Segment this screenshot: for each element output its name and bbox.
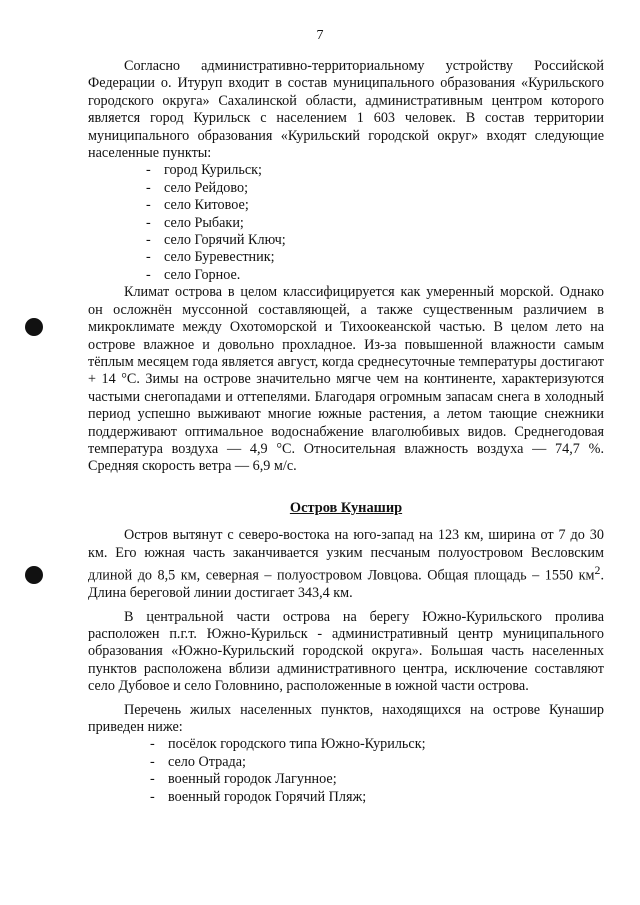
geography-text-end: . Длина береговой линии достигает 343,4 км. <box>88 567 604 602</box>
paragraph-admin-center: В центральной части острова на берегу Южно-Курильского пролива расположен п.г.т. Южно-Курильск - административный центр муниципального образования «Южно-Курильский городской округа». Большая часть населенных пунктов расположена вблизи административного центра, исключение составляют село Дубовое и село Головнино, расположенные в южной части острова. <box>88 608 604 695</box>
list-item: - село Отрада; <box>150 754 604 771</box>
list-item: - военный городок Горячий Пляж; <box>150 789 604 806</box>
list-item: - село Буревестник; <box>146 249 604 266</box>
settlement-list-kunashir <box>88 736 604 806</box>
list-item: - село Горное. <box>146 267 604 284</box>
list-item: - город Курильск; <box>146 162 604 179</box>
punch-hole-top <box>25 318 43 336</box>
paragraph-list-intro: Перечень жилых населенных пунктов, находящихся на острове Кунашир приведен ниже: <box>88 701 604 735</box>
list-item: - село Рейдово; <box>146 180 604 197</box>
paragraph-geography <box>88 527 604 602</box>
list-item: - военный городок Лагунное; <box>150 771 604 788</box>
paragraph-climate: Климат острова в целом классифицируется как умеренный морской. Однако он осложнён муссонной составляющей, а также существенным различием в микроклимате между Охотоморской и Тихоокеанской частью. В целом лето на острове влажное и довольно прохладное. Из-за повышенной влажности самым тёплым месяцем года является август, когда среднесуточные температуры достигают + 14 °C. Зимы на острове значительно мягче чем на континенте, характеризуются частыми снегопадами и оттепелями. Благодаря огромным запасам снега в холодный период успешно выживают многие южные растения, а летом тающие снежники поддерживают оптимальное водоснабжение влаголюбивых видов. Среднегодовая температура воздуха — 4,9 °C. Относительная влажность воздуха — 74,7 %. Средняя скорость ветра — 6,9 м/с. <box>88 284 604 475</box>
document-body <box>88 58 604 806</box>
list-item: - село Китовое; <box>146 197 604 214</box>
settlement-list-iturup <box>88 162 604 284</box>
geography-text: Остров вытянут с северо-востока на юго-запад на 123 км, ширина от 7 до 30 км. Его южная часть заканчивается узким песчаным полуостровом Весловским длиной до 8,5 км, северная – полуостровом Ловцова. Общая площадь – 1550 км <box>88 527 604 584</box>
paragraph-administrative: Согласно административно-территориальному устройству Российской Федерации о. Итуруп входит в состав муниципального образования «Курильского городского округа» Сахалинской области, административным центром которого является город Курильск с населением 1 603 человек. В состав территории муниципального образования «Курильский городской округ» входят следующие населенные пункты: <box>88 58 604 162</box>
section-heading-kunashir: Остров Кунашир <box>289 499 403 516</box>
page-number: 7 <box>316 28 324 43</box>
list-item: - село Горячий Ключ; <box>146 232 604 249</box>
superscript: 2 <box>594 562 601 577</box>
punch-hole-bottom <box>25 566 43 584</box>
list-item: - посёлок городского типа Южно-Курильск; <box>150 736 604 753</box>
list-item: - село Рыбаки; <box>146 215 604 232</box>
